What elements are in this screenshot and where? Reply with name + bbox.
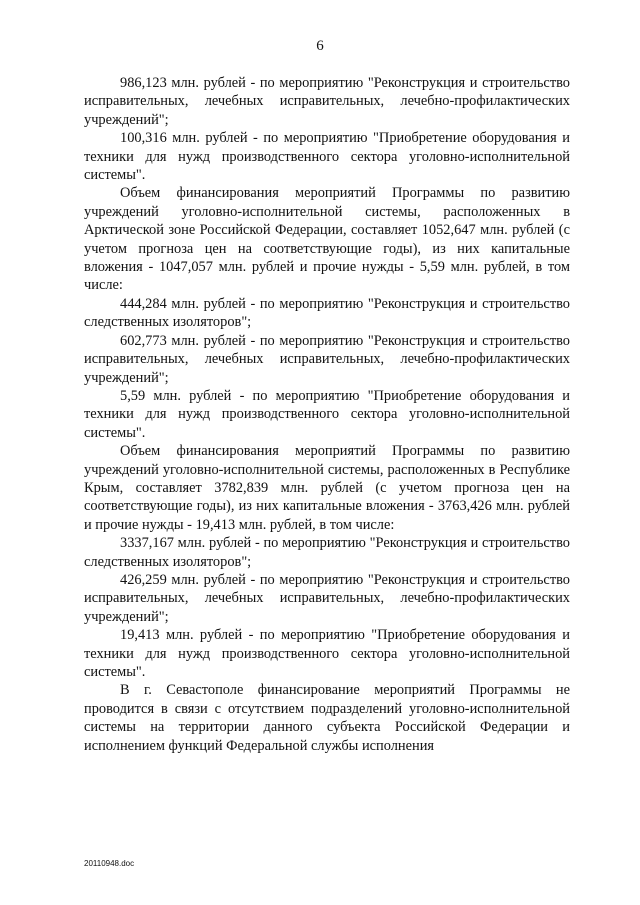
paragraph: 3337,167 млн. рублей - по мероприятию "Реконструкция и строительство следственных изоляторов"; — [84, 535, 570, 570]
page-number: 6 — [316, 38, 324, 54]
document-body — [84, 74, 570, 755]
paragraph: 986,123 млн. рублей - по мероприятию "Реконструкция и строительство исправительных, лечебных исправительных, лечебно-профилактических учреждений"; — [84, 75, 570, 128]
paragraph: Объем финансирования мероприятий Программы по развитию учреждений уголовно-исполнительной системы, расположенных в Арктической зоне Российской Федерации, составляет 1052,647 млн. рублей (с учетом прогноза цен на соответствующие годы), из них капитальные вложения - 1047,057 млн. рублей и прочие нужды - 5,59 млн. рублей, в том числе: — [84, 185, 570, 294]
paragraph: Объем финансирования мероприятий Программы по развитию учреждений уголовно-исполнительной системы, расположенных в Республике Крым, составляет 3782,839 млн. рублей (с учетом прогноза цен на соответствующие годы), из них капитальные вложения - 3763,426 млн. рублей и прочие нужды - 19,413 млн. рублей, в том числе: — [84, 443, 570, 533]
paragraph: В г. Севастополе финансирование мероприятий Программы не проводится в связи с отсутствием подразделений уголовно-исполнительной системы на территории данного субъекта Российской Федерации и исполнением функций Федеральной службы исполнения — [84, 682, 570, 754]
paragraph: 602,773 млн. рублей - по мероприятию "Реконструкция и строительство исправительных, лечебных исправительных, лечебно-профилактических учреждений"; — [84, 332, 570, 386]
paragraph: 19,413 млн. рублей - по мероприятию "Приобретение оборудования и техники для нужд производственного сектора уголовно-исполнительной системы". — [84, 627, 570, 680]
paragraph: 444,284 млн. рублей - по мероприятию "Реконструкция и строительство следственных изоляторов"; — [84, 295, 570, 331]
paragraph: 100,316 млн. рублей - по мероприятию "Приобретение оборудования и техники для нужд производственного сектора уголовно-исполнительной системы". — [84, 130, 570, 184]
footer-filename: 20110948.doc — [84, 859, 135, 868]
paragraph: 5,59 млн. рублей - по мероприятию "Приобретение оборудования и техники для нужд производственного сектора уголовно-исполнительной системы". — [84, 387, 570, 441]
paragraph: 426,259 млн. рублей - по мероприятию "Реконструкция и строительство исправительных, лечебных исправительных, лечебно-профилактических учреждений"; — [84, 571, 570, 625]
